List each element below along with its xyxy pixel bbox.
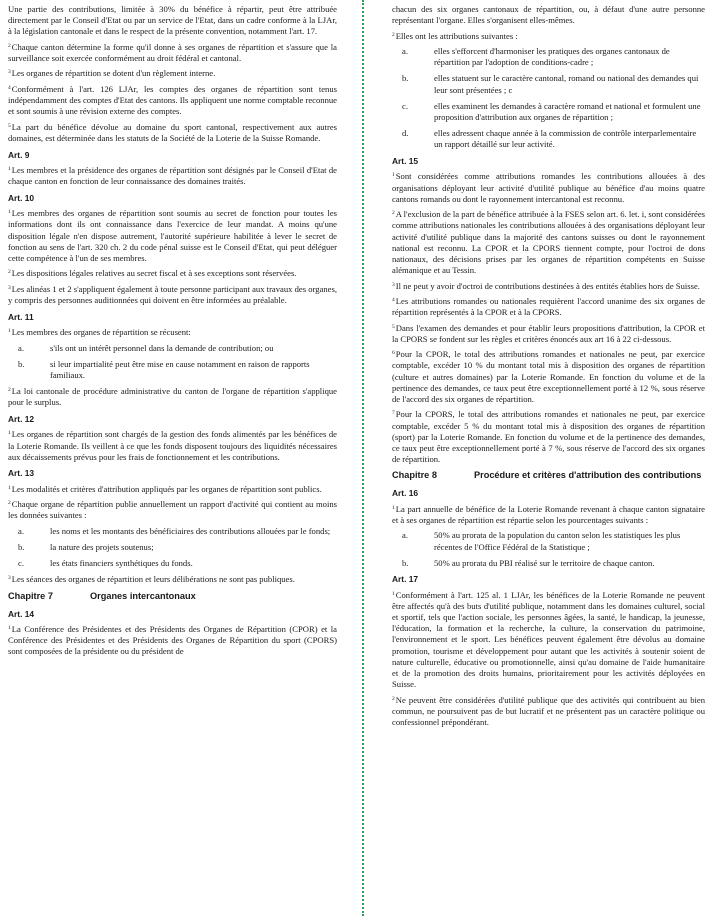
right-column (392, 4, 705, 732)
paragraph: $^3$Les séances des organes de répartition et leurs délibérations ne sont pas publiques. (8, 574, 295, 585)
paragraph: $^2$Les dispositions légales relatives au secret fiscal et à ses exceptions sont réservées. (8, 268, 297, 279)
paragraph: chacun des six organes cantonaux de répartition, ou, à défaut d'une autre personne représentant l'organe. Elles s'organisent elles-mêmes. (392, 4, 705, 26)
paragraph: $^2$Chaque canton détermine la forme qu'il donne à ses organes de répartition et s'assure que la surveillance soit exercée conformément au droit fédéral et cantonal. (8, 41, 337, 63)
paragraph: $^1$Les membres des organes de répartition sont soumis au secret de fonction pour toutes les informations dont ils ont connaissance dans l'exercice de leur mandat. A moins qu'une disposition légale n'en dispose autrement, l'autorité supérieure habilitée à lever le secret de fonction au sens de l'art. 320 ch. 2 du code pénal suisse est le Conseil d'Etat, qui peut déléguer cette compétence à l'un de ses membres. (8, 208, 337, 263)
list-item: a. s'ils ont un intérêt personnel dans la demande de contribution; ou (18, 342, 274, 353)
column-divider (362, 0, 364, 916)
list-item: a. elles s'efforcent d'harmoniser les pratiques des organes cantonaux de répartition par l'adoption de conditions-cadre ; (402, 46, 670, 68)
chapter-heading (8, 591, 337, 603)
paragraph: $^1$Les membres des organes de répartition se récusent: (8, 327, 191, 338)
article-heading: Art. 17 (392, 574, 419, 585)
paragraph: $^5$Dans l'examen des demandes et pour établir leurs propositions d'attribution, la CPOR et la CPORS se fondent sur les règles et critères énoncés aux art 16 à 22 ci-dessous. (392, 322, 705, 344)
paragraph: $^1$Les organes de répartition sont chargés de la gestion des fonds alimentés par les bénéfices de la Loterie Romande. Ils veillent à ce que les fonds disposent toujours des liquidités nécessaires aux décaissements prévus pour les frais de fonctionnement et les contributions. (8, 429, 337, 462)
list-item: b. la nature des projets soutenus; (18, 542, 154, 553)
paragraph: $^1$Sont considérées comme attributions romandes les contributions allouées à des organisations déployant leur activité d'utilité publique au bénéfice d'au moins quatre cantons romands ou dont le rayonnement intercantonal est reconnu. (392, 171, 705, 204)
paragraph: $^6$Pour la CPOR, le total des attributions romandes et nationales ne peut, par exercice comptable, excéder 10 % du montant total mis à disposition des organes de répartition (culture et autres domaines) par la Loterie Romande. En fonction du volume et de la pertinence des demandes, ce taux peut être exceptionnellement porté à 12 %, sous réserve de l'accord des six organes de répartition. (392, 349, 705, 404)
item-list (8, 526, 337, 570)
paragraph: $^2$A l'exclusion de la part de bénéfice attribuée à la FSES selon art. 6. let. i, sont considérées comme attributions nationales les contributions allouées à des organisations déployant leur activité d'utilité publique dans la majorité des cantons suisses ou dont le rayonnement national est reconnu. La CPOR et la CPORS tiennent compte, pour l'octroi de dons nationaux, des décisions prises par les organes de répartition compétents en Suisse alémanique et au Tessin. (392, 209, 705, 276)
list-item: d. elles adressent chaque année à la commission de contrôle interparlementaire un rapport détaillé sur leur activité. (402, 128, 697, 150)
article-heading: Art. 14 (8, 608, 35, 619)
paragraph: $^4$Conformément à l'art. 126 LJAr, les comptes des organes de répartition sont tenus indépendamment des comptes d'Etat des cantons. Ils appliquent une norme comptable reconnue et sont soumis à une révision externe des comptes. (8, 83, 337, 117)
paragraph: $^5$La part du bénéfice dévolue au domaine du sport cantonal, respectivement aux autres domaines, est déterminée dans les statuts de la Société de la Loterie de la Suisse Romande. (8, 121, 337, 143)
list-item: c. les états financiers synthétiques du fonds. (18, 558, 193, 569)
paragraph: $^1$Les membres et la présidence des organes de répartition sont désignés par le Conseil d'Etat de chaque canton en fonction de leur connaissance des domaines traités. (8, 165, 337, 187)
article-heading: Art. 15 (392, 155, 419, 166)
paragraph: $^3$Les organes de répartition se dotent d'un règlement interne. (8, 68, 216, 79)
paragraph: $^2$Chaque organe de répartition publie annuellement un rapport d'activité qui contient au moins les données suivantes : (8, 499, 337, 521)
chapter-title: Procédure et critères d'attribution des contributions (474, 470, 702, 481)
chapter-number: Chapitre 7 (8, 590, 53, 601)
paragraph: Une partie des contributions, limitée à 30% du bénéfice à répartir, peut être attribuée directement par le Conseil d'Etat ou par un service de l'Etat, dans un cadre conforme à la LJAr, à la législation cantonale et dans le respect de la présente convention, notamment l'art. 17. (8, 4, 337, 37)
item-list (392, 530, 705, 569)
paragraph: $^2$Elles ont les attributions suivantes : (392, 30, 518, 41)
paragraph: $^3$Il ne peut y avoir d'octroi de contributions destinées à des entités établies hors de Suisse. (392, 280, 700, 291)
chapter-heading (392, 470, 705, 482)
paragraph: $^1$Les modalités et critères d'attribution appliqués par les organes de répartition sont publics. (8, 483, 322, 494)
list-item: b. 50% au prorata du PBI réalisé sur le territoire de chaque canton. (402, 557, 655, 568)
paragraph: $^1$La part annuelle de bénéfice de la Loterie Romande revenant à chaque canton signataire et à ses organes de répartition est répartie selon les pourcentages suivants : (392, 503, 705, 525)
list-item: c. elles examinent les demandes à caractère romand et national et formulent une proposition d'attribution aux organes de répartition ; (402, 100, 701, 122)
article-heading: Art. 16 (392, 488, 419, 499)
article-heading: Art. 11 (8, 311, 34, 322)
left-column (8, 4, 337, 662)
chapter-title: Organes intercantonaux (90, 590, 196, 601)
paragraph: $^7$Pour la CPORS, le total des attributions romandes et nationales ne peut, par exercice comptable, excéder 5 % du montant total mis à disposition des organes de répartition (sport) par la Loterie Romande. En fonction du volume et de la pertinence des demandes, ce taux peut être exceptionnellement porté à 7 %, sous réserve de l'accord des six organes de répartition. (392, 409, 705, 465)
paragraph: $^4$Les attributions romandes ou nationales requièrent l'accord unanime des six organes de répartition représentés à la CPOR et à la CPORS. (392, 296, 705, 318)
list-item: a. 50% au prorata de la population du canton selon les statistiques les plus récentes de l'Office Fédéral de la Statistique ; (402, 530, 681, 552)
item-list (392, 46, 705, 150)
list-item: b. si leur impartialité peut être mise en cause notamment en raison de rapports familiaux. (18, 358, 310, 380)
paragraph: $^3$Les alinéas 1 et 2 s'appliquent également à toute personne participant aux travaux des organes, y compris des personnes auditionnées qui doivent en être informées au préalable. (8, 283, 337, 306)
paragraph: $^1$La Conférence des Présidentes et des Présidents des Organes de Répartition (CPOR) et la Conférence des Présidentes et des Présidents des Organes de Répartition du sport (CPORS) sont composées de la présidente ou du président de (8, 624, 337, 657)
paragraph: $^1$Conformément à l'art. 125 al. 1 LJAr, les bénéfices de la Loterie Romande ne peuvent être affectés qu'à des buts d'utilité publique, notamment dans les domaines culturel, social et sportif, tels que l'action sociale, les personnes âgées, la santé, le handicap, la jeunesse, l'éducation, la formation et la recherche, la culture, la conservation du patrimoine, l'environnement et le sport. Les bénéfices peuvent également être dévolus au domaine promotion, tourisme et développement pour autant que les activités à soutenir soient de nature culturelle, éducative ou promotionnelle, ainsi qu'au domaine de l'aide humanitaire et de la promotion des droits humains, prioritairement pour les activités déployées en Suisse. (392, 589, 705, 690)
chapter-number: Chapitre 8 (392, 470, 437, 481)
article-heading: Art. 9 (8, 149, 30, 160)
paragraph: $^2$Ne peuvent être considérées d'utilité publique que des activités qui contribuent au bien commun, ne poursuivent pas de but lucratif et ne présentent pas un caractère politique ou confessionnel prépondérant. (392, 694, 705, 727)
article-heading: Art. 10 (8, 192, 35, 203)
item-list (8, 343, 337, 382)
paragraph: $^2$La loi cantonale de procédure administrative du canton de l'organe de répartition s'applique pour le surplus. (8, 386, 337, 408)
list-item: b. elles statuent sur le caractère cantonal, romand ou national des demandes qui leur sont présentées ; c (402, 73, 699, 95)
article-heading: Art. 12 (8, 413, 35, 424)
article-heading: Art. 13 (8, 468, 35, 479)
list-item: a. les noms et les montants des bénéficiaires des contributions allouées par le fonds; (18, 525, 331, 536)
